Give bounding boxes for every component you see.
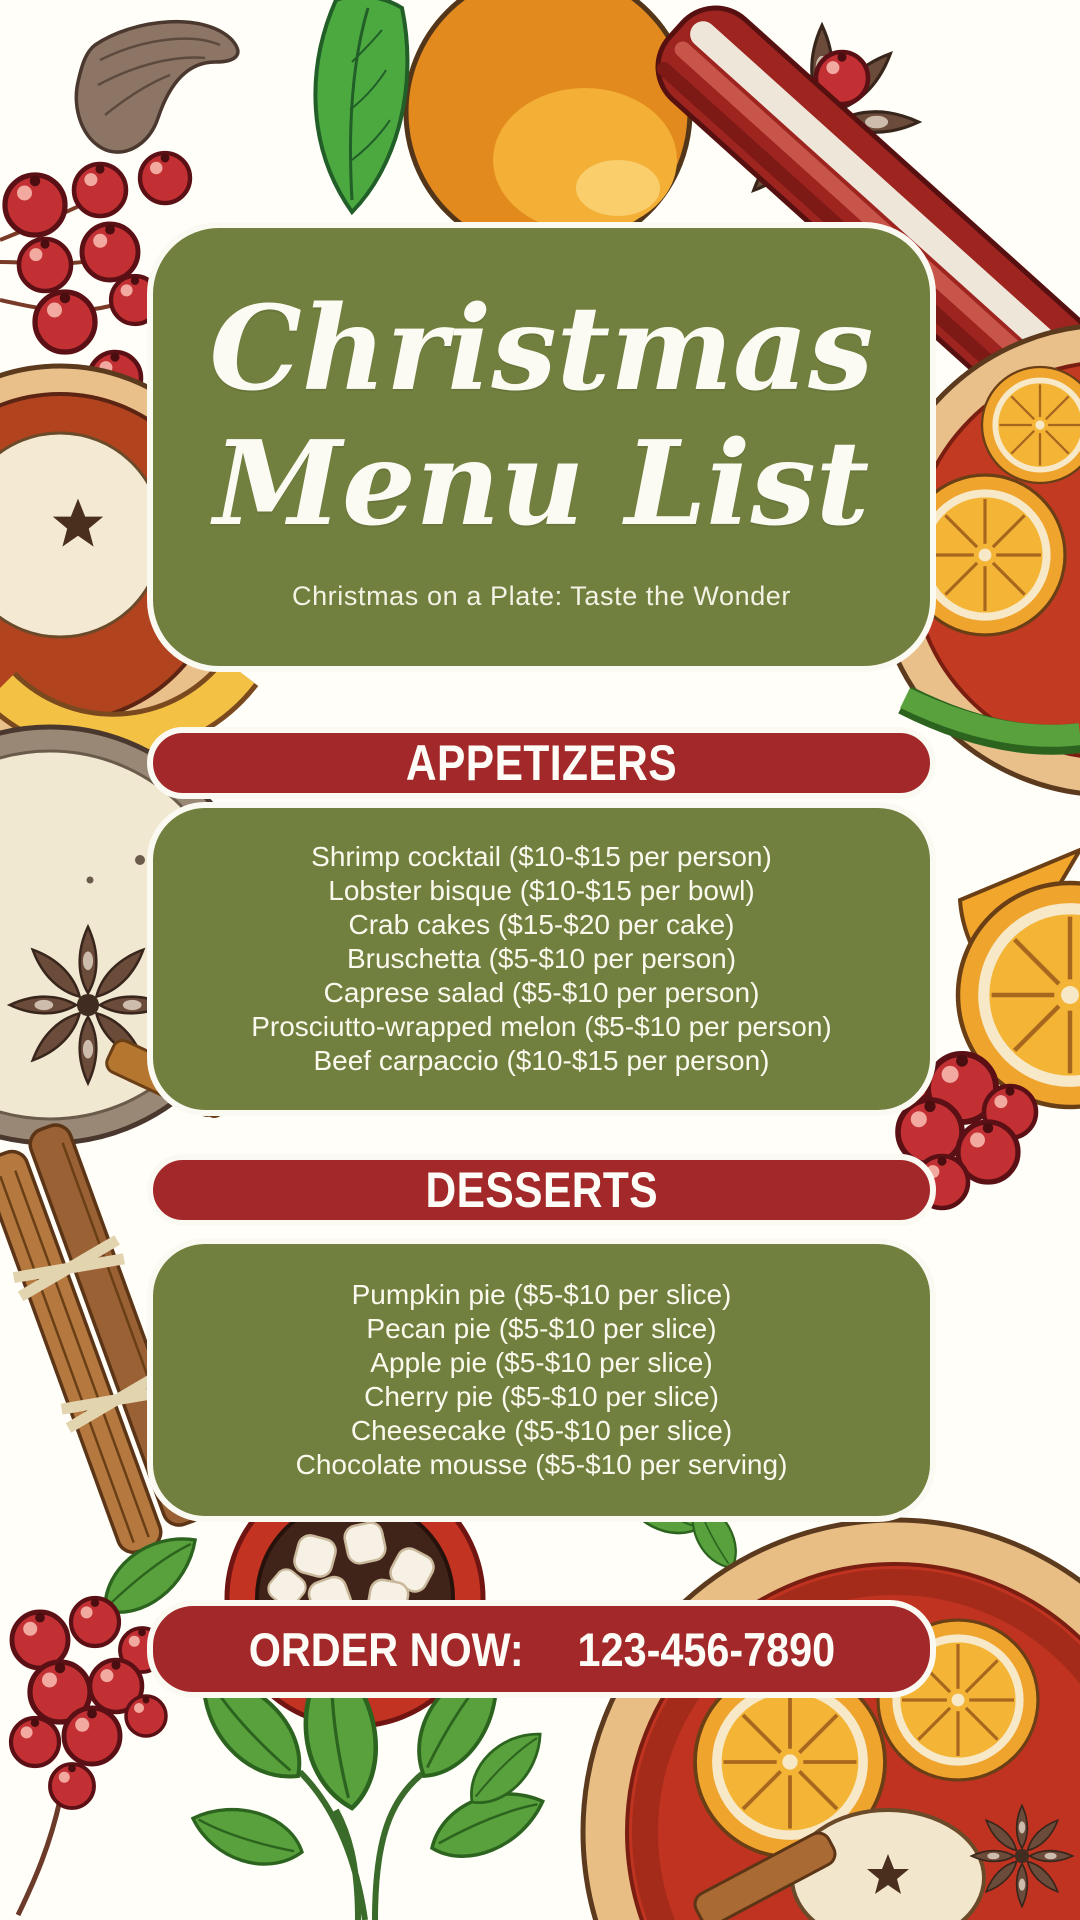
- menu-item: Pecan pie ($5-$10 per slice): [366, 1313, 717, 1344]
- title-line-1: Christmas: [209, 280, 874, 417]
- orange-leaf-illustration: [315, 0, 407, 212]
- menu-item: Caprese salad ($5-$10 per person): [323, 977, 760, 1008]
- menu-item: Crab cakes ($15-$20 per cake): [348, 909, 735, 940]
- menu-item: Bruschetta ($5-$10 per person): [346, 943, 737, 974]
- order-now-label: ORDER NOW:: [248, 1622, 524, 1676]
- tagline: Christmas on a Plate: Taste the Wonder: [291, 581, 792, 612]
- menu-item: Beef carpaccio ($10-$15 per person): [313, 1045, 770, 1076]
- menu-item: Cherry pie ($5-$10 per slice): [364, 1381, 719, 1412]
- menu-item: Apple pie ($5-$10 per slice): [370, 1347, 713, 1378]
- order-now-button[interactable]: [147, 1600, 936, 1698]
- appetizers-list: [147, 802, 936, 1116]
- order-phone-number: 123-456-7890: [577, 1622, 836, 1676]
- menu-item: Chocolate mousse ($5-$10 per serving): [295, 1449, 788, 1480]
- orange-fruit-illustration: [406, 0, 690, 254]
- menu-item: Prosciutto-wrapped melon ($5-$10 per person): [251, 1011, 832, 1042]
- desserts-section-header: [147, 1154, 936, 1226]
- menu-item: Cheesecake ($5-$10 per slice): [350, 1415, 733, 1446]
- menu-item: Pumpkin pie ($5-$10 per slice): [351, 1279, 732, 1310]
- desserts-list: [147, 1238, 936, 1522]
- appetizers-section-header: [147, 727, 936, 799]
- desserts-heading: DESSERTS: [425, 1162, 658, 1218]
- dried-leaf-illustration: [76, 22, 238, 152]
- title-card: [147, 222, 936, 672]
- menu-item: Lobster bisque ($10-$15 per bowl): [328, 875, 755, 906]
- menu-item: Shrimp cocktail ($10-$15 per person): [311, 841, 772, 872]
- appetizers-heading: APPETIZERS: [405, 735, 678, 791]
- title-line-2: Menu List: [213, 415, 870, 552]
- currant-bunch-illustration: [11, 1521, 211, 1915]
